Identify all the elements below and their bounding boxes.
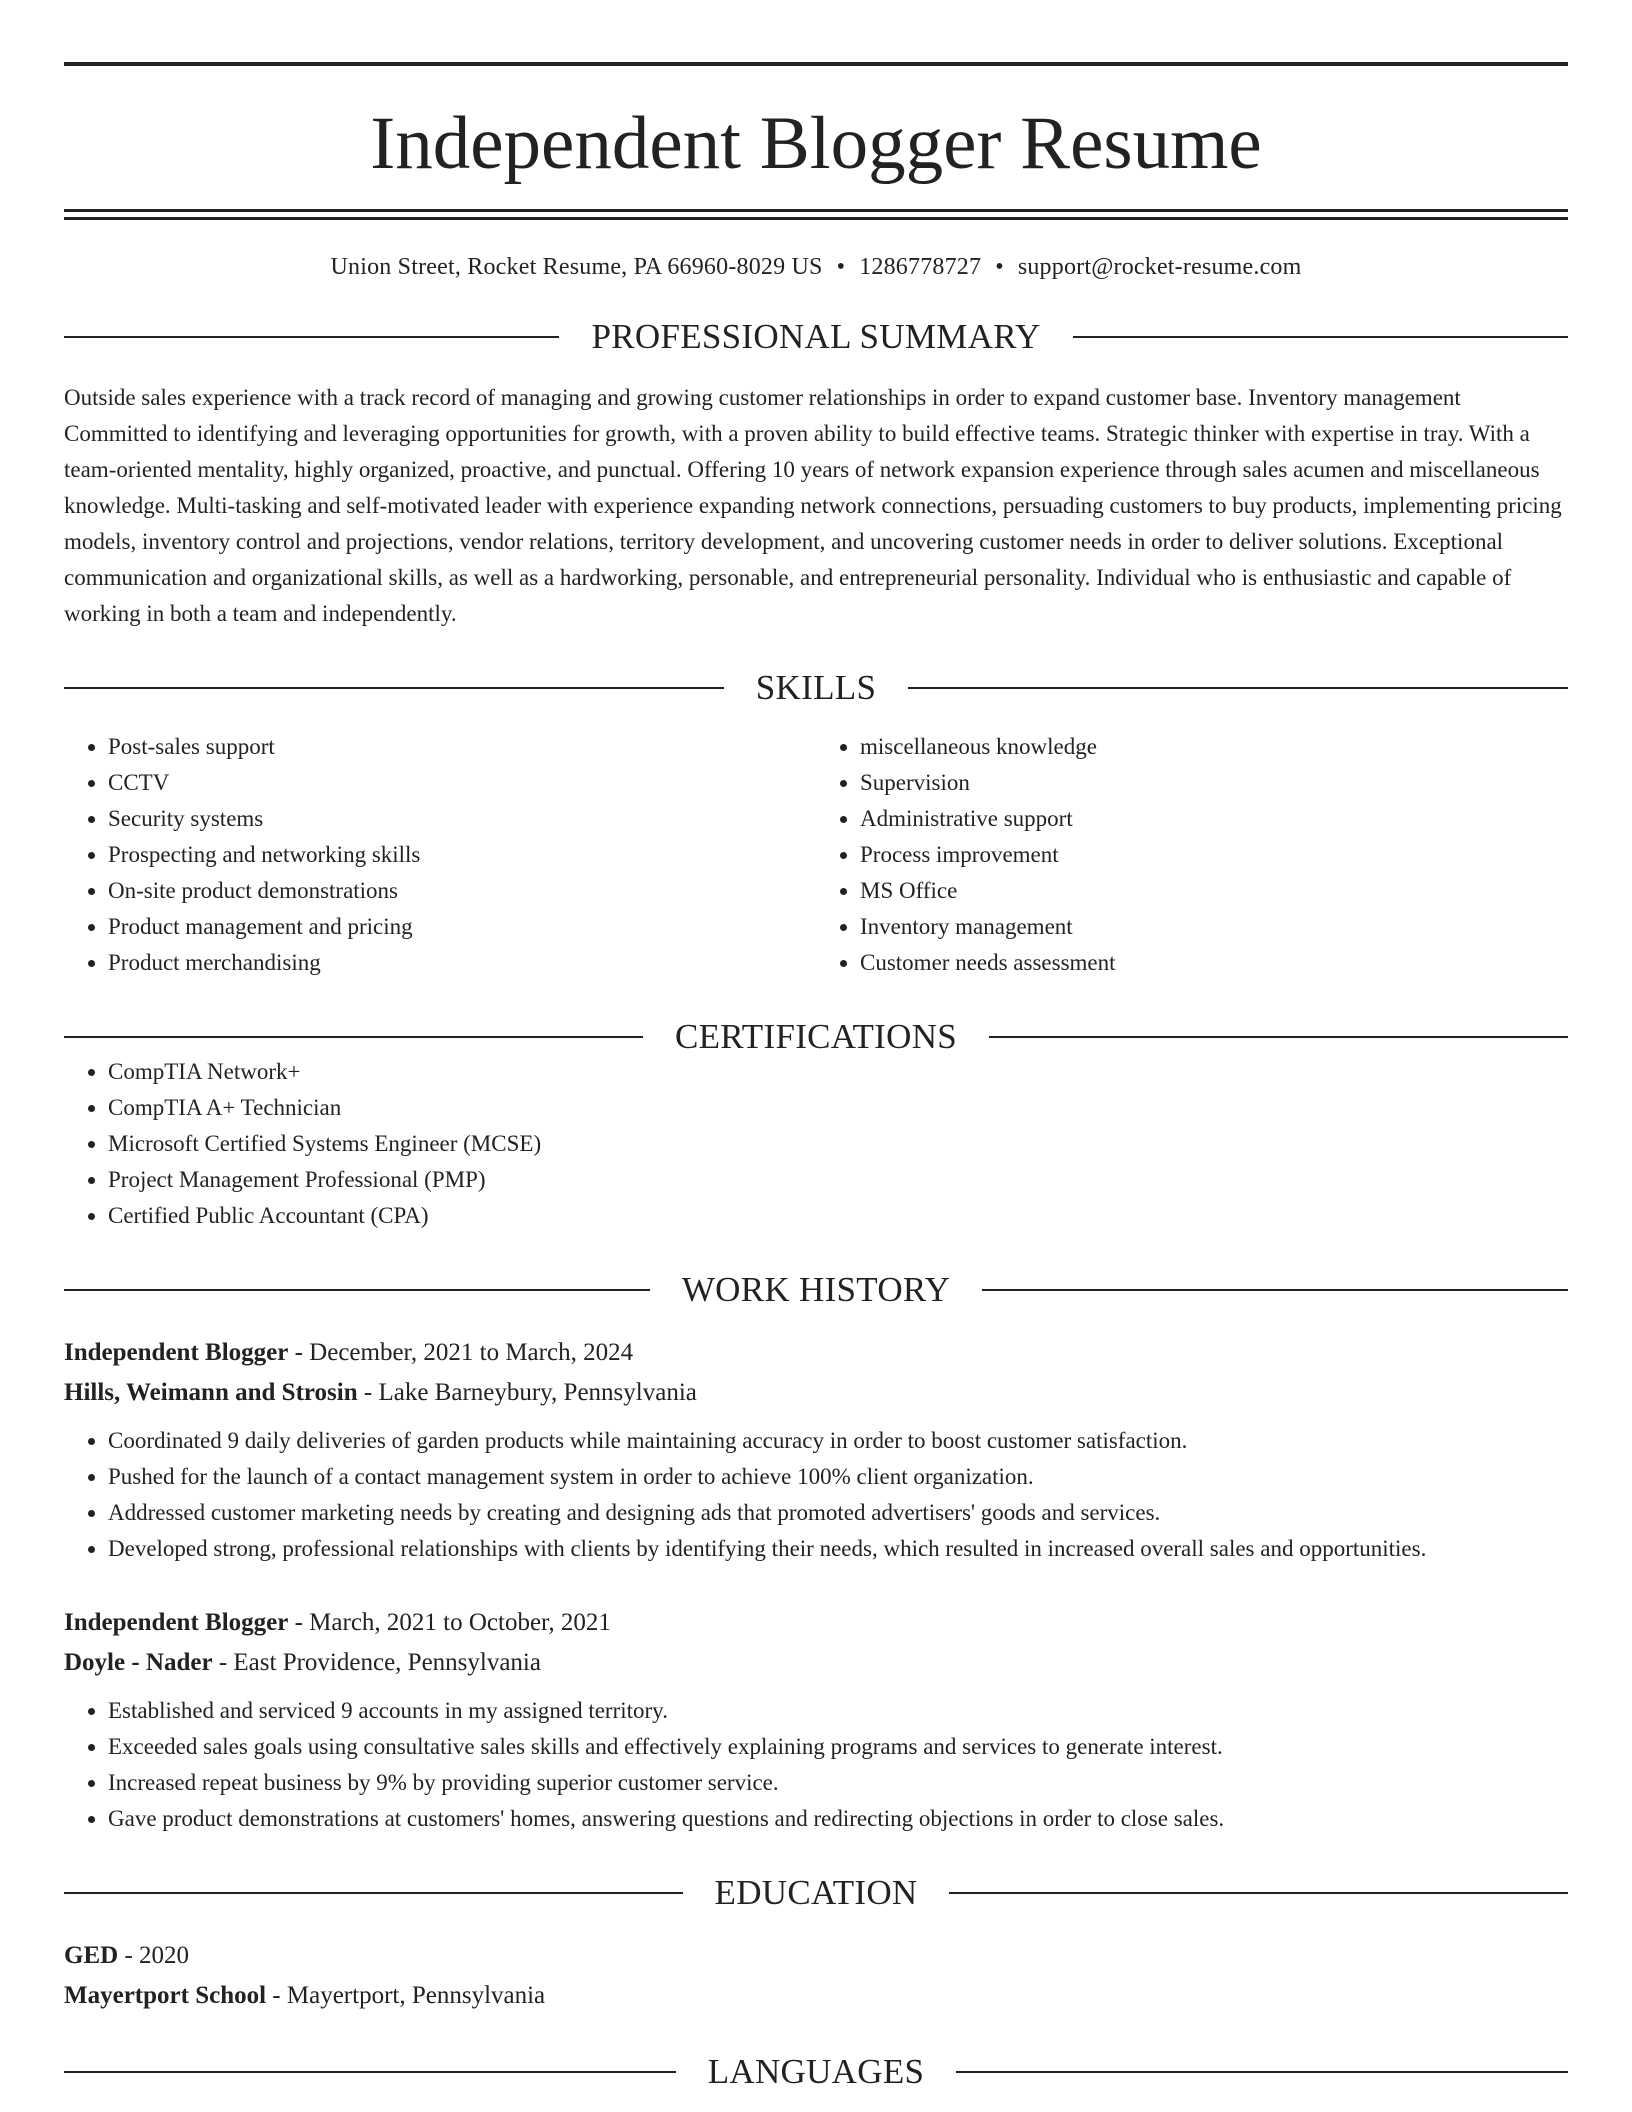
job-company-line xyxy=(64,1643,1568,1683)
job-entry xyxy=(64,1603,1568,1837)
divider xyxy=(64,687,724,689)
certification-item: • CompTIA Network+ xyxy=(108,1054,1568,1090)
job-company-line xyxy=(64,1373,1568,1413)
skill-item: • Post-sales support xyxy=(108,729,816,765)
section-title-education: EDUCATION xyxy=(714,1873,918,1912)
job-location: East Providence, Pennsylvania xyxy=(233,1649,541,1676)
divider xyxy=(956,2071,1568,2073)
job-bullets xyxy=(64,1423,1568,1567)
section-title-languages: LANGUAGES xyxy=(707,2052,925,2091)
job-bullet: • Exceeded sales goals using consultative sales skills and effectively explaining programs and services to generate interest. xyxy=(108,1729,1568,1765)
job-bullet: • Coordinated 9 daily deliveries of garden products while maintaining accuracy in order to boost customer satisfaction. xyxy=(108,1423,1568,1459)
divider xyxy=(64,2071,676,2073)
dash: - xyxy=(357,1379,379,1406)
top-rule xyxy=(64,62,1568,66)
contact-phone: 1286778727 xyxy=(859,254,982,280)
contact-email: support@rocket-resume.com xyxy=(1017,254,1302,280)
skill-item: • Prospecting and networking skills xyxy=(108,837,816,873)
education-degree-line xyxy=(64,1936,1568,1976)
certification-item: • Microsoft Certified Systems Engineer (MCSE) xyxy=(108,1126,1568,1162)
job-dates: December, 2021 to March, 2024 xyxy=(309,1339,634,1366)
education-entry xyxy=(64,1936,1568,2016)
page-title: Independent Blogger Resume xyxy=(370,102,1262,185)
dash: - xyxy=(118,1942,140,1969)
skill-item: • Security systems xyxy=(108,801,816,837)
dash: - xyxy=(288,1339,310,1366)
skill-item: • Administrative support xyxy=(860,801,1568,837)
divider xyxy=(64,1036,643,1038)
contact-address: Union Street, Rocket Resume, PA 66960-8029 US xyxy=(330,254,823,280)
contact-line xyxy=(64,254,1568,281)
section-title-work-history: WORK HISTORY xyxy=(681,1270,951,1309)
skill-item: • Process improvement xyxy=(860,837,1568,873)
divider xyxy=(982,1289,1568,1291)
job-bullet: • Pushed for the launch of a contact management system in order to achieve 100% client organization. xyxy=(108,1459,1568,1495)
dash: - xyxy=(212,1649,234,1676)
divider xyxy=(64,1892,683,1894)
divider xyxy=(64,336,559,338)
skill-item: • CCTV xyxy=(108,765,816,801)
certification-item: • CompTIA A+ Technician xyxy=(108,1090,1568,1126)
skill-item: • MS Office xyxy=(860,873,1568,909)
job-bullet: • Addressed customer marketing needs by creating and designing ads that promoted advertisers' goods and services. xyxy=(108,1495,1568,1531)
dash: - xyxy=(266,1982,287,2009)
skills-columns xyxy=(64,729,1568,981)
section-header-skills xyxy=(64,670,1568,705)
certifications-list xyxy=(64,1054,1568,1234)
certification-item: • Project Management Professional (PMP) xyxy=(108,1162,1568,1198)
skill-item: • Inventory management xyxy=(860,909,1568,945)
job-title: Independent Blogger xyxy=(64,1339,289,1366)
job-title: Independent Blogger xyxy=(64,1609,289,1636)
education-degree: GED xyxy=(64,1942,119,1969)
section-title-summary: PROFESSIONAL SUMMARY xyxy=(591,317,1041,356)
skills-list-right xyxy=(816,729,1568,981)
job-location: Lake Barneybury, Pennsylvania xyxy=(378,1379,697,1406)
dash: - xyxy=(288,1609,310,1636)
skill-item: • Product management and pricing xyxy=(108,909,816,945)
divider xyxy=(949,1892,1568,1894)
education-school: Mayertport School xyxy=(64,1982,267,2009)
divider xyxy=(989,1036,1568,1038)
divider xyxy=(64,1289,650,1291)
contact-separator: • xyxy=(995,254,1004,280)
job-dates: March, 2021 to October, 2021 xyxy=(309,1609,611,1636)
contact-separator: • xyxy=(836,254,846,280)
skill-item: • Product merchandising xyxy=(108,945,816,981)
job-bullet: • Increased repeat business by 9% by providing superior customer service. xyxy=(108,1765,1568,1801)
skills-list-left xyxy=(64,729,816,981)
certification-item: • Certified Public Accountant (CPA) xyxy=(108,1198,1568,1234)
section-header-certifications xyxy=(64,1019,1568,1054)
job-title-line xyxy=(64,1603,1568,1643)
job-company: Hills, Weimann and Strosin xyxy=(64,1379,358,1406)
skill-item: • miscellaneous knowledge xyxy=(860,729,1568,765)
section-title-skills: SKILLS xyxy=(755,668,877,707)
skills-column-right xyxy=(816,729,1568,981)
job-bullet: • Established and serviced 9 accounts in my assigned territory. xyxy=(108,1693,1568,1729)
skill-item: • On-site product demonstrations xyxy=(108,873,816,909)
job-title-line xyxy=(64,1333,1568,1373)
job-bullet: • Developed strong, professional relationships with clients by identifying their needs, which resulted in increased overall sales and opportunities. xyxy=(108,1531,1568,1567)
education-location: Mayertport, Pennsylvania xyxy=(286,1982,546,2009)
skill-item: • Customer needs assessment xyxy=(860,945,1568,981)
education-school-line xyxy=(64,1976,1568,2016)
education-year: 2020 xyxy=(139,1942,190,1969)
section-header-education xyxy=(64,1875,1568,1910)
summary-text: Outside sales experience with a track record of managing and growing customer relationships in order to expand customer base. Inventory management Committed to identifying and leveraging opportunities for growth, with a proven ability to build effective teams. Strategic thinker with expertise in tray. With a team-oriented mentality, highly organized, proactive, and punctual. Offering 10 years of network expansion experience through sales acumen and miscellaneous knowledge. Multi-tasking and self-motivated leader with experience expanding network connections, persuading customers to buy products, implementing pricing models, inventory control and projections, vendor relations, territory development, and uncovering customer needs in order to deliver solutions. Exceptional communication and organizational skills, as well as a hardworking, personable, and entrepreneurial personality. Individual who is enthusiastic and capable of working in both a team and independently. xyxy=(64,385,1562,626)
skill-item: • Supervision xyxy=(860,765,1568,801)
resume-page xyxy=(64,0,1568,2089)
job-company: Doyle - Nader xyxy=(64,1649,213,1676)
title-double-rule xyxy=(64,209,1568,220)
section-header-summary xyxy=(64,319,1568,354)
skills-column-left xyxy=(64,729,816,981)
section-header-languages xyxy=(64,2054,1568,2089)
divider xyxy=(1073,336,1568,338)
section-header-work-history xyxy=(64,1272,1568,1307)
divider xyxy=(908,687,1568,689)
job-bullet: • Gave product demonstrations at customers' homes, answering questions and redirecting objections in order to close sales. xyxy=(108,1801,1568,1837)
job-bullets xyxy=(64,1693,1568,1837)
section-title-certifications: CERTIFICATIONS xyxy=(674,1017,958,1056)
job-entry xyxy=(64,1333,1568,1567)
